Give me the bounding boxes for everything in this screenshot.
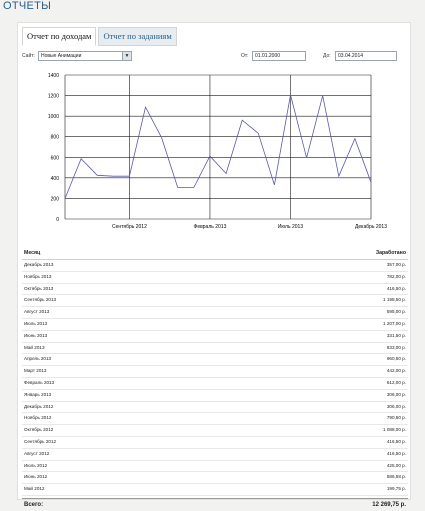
row-month: Июль 2013 <box>24 320 48 326</box>
chevron-down-icon[interactable]: ▼ <box>122 52 131 60</box>
row-amount: 306,00 р. <box>386 403 406 409</box>
table-row <box>22 307 408 319</box>
page-title: ОТЧЕТЫ <box>3 0 52 12</box>
income-series-line <box>65 95 371 199</box>
row-month: Май 2013 <box>24 344 45 350</box>
y-tick-label: 600 <box>50 155 59 162</box>
month-column-header: Месяц <box>24 250 41 256</box>
table-row <box>22 461 408 473</box>
row-amount: 306,00 р. <box>386 391 406 397</box>
row-month: Август 2012 <box>24 450 50 456</box>
table-row <box>22 331 408 343</box>
filters-bar <box>22 51 408 63</box>
row-month: Октябрь 2012 <box>24 427 54 433</box>
total-value: 12 269,75 р. <box>372 501 406 508</box>
income-table <box>22 248 408 511</box>
row-amount: 1 198,50 р. <box>383 297 406 303</box>
report-panel <box>17 22 411 508</box>
row-month: Сентябрь 2013 <box>24 297 57 303</box>
row-amount: 442,00 р. <box>386 368 406 374</box>
table-row <box>22 319 408 331</box>
table-row <box>22 425 408 437</box>
row-month: Январь 2013 <box>24 391 52 397</box>
row-amount: 416,50 р. <box>386 285 406 291</box>
x-tick-label: Сентябрь 2012 <box>111 224 147 230</box>
earned-column-header: Заработано <box>375 250 406 256</box>
from-date-input[interactable]: 01.01.2000 <box>252 51 306 61</box>
table-row <box>22 413 408 425</box>
table-row <box>22 343 408 355</box>
table-row <box>22 484 408 496</box>
row-amount: 790,50 р. <box>386 415 406 421</box>
table-row <box>22 284 408 296</box>
row-month: Декабрь 2013 <box>24 262 54 267</box>
table-row <box>22 390 408 402</box>
table-row <box>22 260 408 272</box>
table-row <box>22 354 408 366</box>
table-row <box>22 272 408 284</box>
row-amount: 612,00 р. <box>386 379 406 385</box>
total-label: Всего: <box>24 501 44 508</box>
y-tick-label: 400 <box>50 175 59 182</box>
y-tick-label: 0 <box>56 217 59 223</box>
y-tick-label: 1000 <box>47 114 59 121</box>
table-row <box>22 378 408 390</box>
to-label: До: <box>323 53 331 59</box>
table-row <box>22 402 408 414</box>
row-amount: 199,75 р. <box>386 486 406 492</box>
table-row <box>22 472 408 484</box>
row-amount: 331,50 р. <box>386 332 406 338</box>
y-tick-label: 800 <box>50 134 59 141</box>
tab-tasks-report[interactable]: Отчет по заданиям <box>98 27 176 46</box>
site-select-value: Новые Анимации <box>41 53 82 59</box>
row-amount: 960,50 р. <box>386 356 406 362</box>
row-amount: 357,00 р. <box>386 262 406 267</box>
site-select[interactable] <box>38 51 132 61</box>
row-month: Ноябрь 2013 <box>24 273 52 279</box>
row-amount: 1 207,00 р. <box>383 320 406 326</box>
row-month: Декабрь 2012 <box>24 403 54 409</box>
row-amount: 782,00 р. <box>386 273 406 279</box>
table-row <box>22 366 408 378</box>
row-amount: 425,00 р. <box>386 462 406 468</box>
row-month: Ноябрь 2012 <box>24 415 52 421</box>
y-tick-label: 1400 <box>47 73 59 79</box>
row-month: Март 2013 <box>24 368 47 374</box>
row-amount: 586,58 р. <box>386 474 406 480</box>
row-amount: 595,00 р. <box>386 309 406 315</box>
table-header <box>22 248 408 260</box>
row-month: Сентябрь 2012 <box>24 438 57 444</box>
row-month: Апрель 2013 <box>24 356 52 362</box>
row-amount: 416,50 р. <box>386 450 406 456</box>
row-month: Июнь 2012 <box>24 474 48 480</box>
table-row <box>22 449 408 461</box>
row-month: Февраль 2013 <box>24 379 55 385</box>
tab-income-report[interactable]: Отчет по доходам <box>22 27 96 46</box>
x-tick-label: Февраль 2013 <box>193 224 227 230</box>
row-month: Июнь 2013 <box>24 332 48 338</box>
row-month: Октябрь 2013 <box>24 285 54 291</box>
y-tick-label: 1200 <box>47 93 59 100</box>
x-tick-label: Декабрь 2013 <box>354 224 388 230</box>
income-line-chart <box>22 71 406 241</box>
x-tick-label: Июль 2013 <box>277 224 304 230</box>
to-date-input[interactable]: 03.04.2014 <box>335 51 397 61</box>
row-month: Май 2012 <box>24 486 45 492</box>
from-label: От: <box>241 53 249 59</box>
site-label: Сайт: <box>22 53 35 59</box>
row-amount: 833,00 р. <box>386 344 406 350</box>
report-tabs <box>22 27 179 46</box>
table-row <box>22 437 408 449</box>
row-month: Июль 2012 <box>24 462 48 468</box>
row-amount: 1 088,00 р. <box>383 427 406 433</box>
row-month: Август 2013 <box>24 309 50 315</box>
row-amount: 416,50 р. <box>386 438 406 444</box>
table-row <box>22 295 408 307</box>
y-tick-label: 200 <box>50 196 59 203</box>
